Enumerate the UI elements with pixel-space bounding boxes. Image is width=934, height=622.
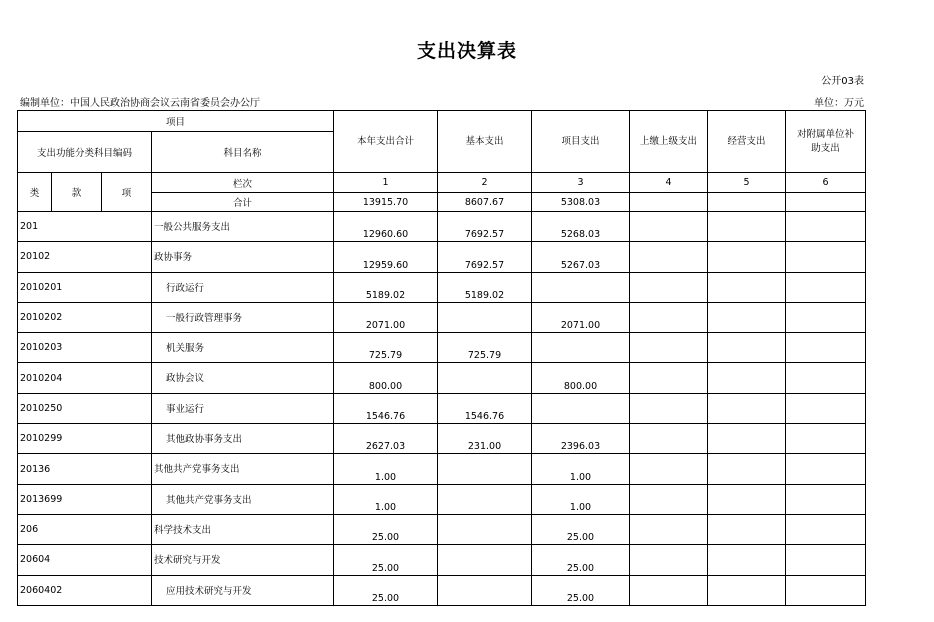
row-total: 1546.76 [334,393,438,423]
row-total: 12960.60 [334,212,438,242]
row-basic [438,514,532,544]
row-business [708,212,786,242]
table-row [18,272,866,302]
col-number: 6 [786,173,866,193]
table-row [18,363,866,393]
row-basic: 1546.76 [438,393,532,423]
row-remit [630,333,708,363]
col-number: 5 [708,173,786,193]
row-business [708,454,786,484]
row-subsidy [786,575,866,605]
row-subsidy [786,393,866,423]
row-remit [630,363,708,393]
row-subject-name: 其他共产党事务支出 [152,454,334,484]
total-sum: 13915.70 [334,193,438,212]
remit-sum [630,193,708,212]
table-row [18,545,866,575]
row-project: 1.00 [532,484,630,514]
row-project: 25.00 [532,514,630,544]
row-total: 2627.03 [334,424,438,454]
row-remit [630,484,708,514]
row-business [708,545,786,575]
header-col-no: 栏次 [152,173,334,193]
table-row [18,302,866,332]
row-code: 206 [18,514,152,544]
row-code: 2010299 [18,424,152,454]
row-basic: 5189.02 [438,272,532,302]
row-subject-name: 一般公共服务支出 [152,212,334,242]
row-remit [630,242,708,272]
row-subject-name: 政协事务 [152,242,334,272]
row-remit [630,272,708,302]
header-subject-name: 科目名称 [152,132,334,173]
row-subject-name: 行政运行 [152,272,334,302]
row-code: 2010202 [18,302,152,332]
row-project: 5267.03 [532,242,630,272]
row-total: 25.00 [334,575,438,605]
row-remit [630,212,708,242]
row-subject-name: 其他政协事务支出 [152,424,334,454]
row-code: 2010250 [18,393,152,423]
row-business [708,484,786,514]
row-total: 800.00 [334,363,438,393]
row-subsidy [786,212,866,242]
row-project [532,333,630,363]
business-sum [708,193,786,212]
row-basic [438,484,532,514]
row-total: 12959.60 [334,242,438,272]
row-code: 2010201 [18,272,152,302]
row-business [708,363,786,393]
header-project: 项目支出 [532,111,630,173]
row-code: 2013699 [18,484,152,514]
row-subsidy [786,333,866,363]
header-sum: 合计 [152,193,334,212]
table-row [18,393,866,423]
row-basic: 7692.57 [438,242,532,272]
table-row [18,575,866,605]
row-basic [438,302,532,332]
row-basic [438,454,532,484]
row-remit [630,424,708,454]
row-project: 5268.03 [532,212,630,242]
row-remit [630,454,708,484]
row-subject-name: 其他共产党事务支出 [152,484,334,514]
row-total: 5189.02 [334,272,438,302]
header-func-code: 支出功能分类科目编码 [18,132,152,173]
row-code: 201 [18,212,152,242]
col-number: 2 [438,173,532,193]
row-business [708,575,786,605]
table-row [18,514,866,544]
header-xiang: 项 [102,173,152,212]
row-project [532,393,630,423]
row-remit [630,393,708,423]
row-project: 25.00 [532,575,630,605]
row-total: 25.00 [334,545,438,575]
row-subject-name: 一般行政管理事务 [152,302,334,332]
table-row [18,333,866,363]
row-business [708,333,786,363]
row-subsidy [786,454,866,484]
row-basic: 7692.57 [438,212,532,242]
row-subsidy [786,272,866,302]
table-row [18,242,866,272]
row-code: 20102 [18,242,152,272]
row-subject-name: 技术研究与开发 [152,545,334,575]
row-code: 20136 [18,454,152,484]
row-subject-name: 政协会议 [152,363,334,393]
row-subject-name: 科学技术支出 [152,514,334,544]
row-project: 25.00 [532,545,630,575]
basic-sum: 8607.67 [438,193,532,212]
row-remit [630,514,708,544]
row-business [708,272,786,302]
row-code: 2060402 [18,575,152,605]
row-total: 725.79 [334,333,438,363]
col-number: 3 [532,173,630,193]
row-project: 800.00 [532,363,630,393]
subsidy-sum [786,193,866,212]
row-total: 25.00 [334,514,438,544]
row-project: 2071.00 [532,302,630,332]
row-subject-name: 事业运行 [152,393,334,423]
form-number: 公开03表 [821,76,864,87]
header-total: 本年支出合计 [334,111,438,173]
row-subject-name: 机关服务 [152,333,334,363]
row-remit [630,575,708,605]
row-subsidy [786,424,866,454]
row-basic [438,575,532,605]
report-title: 支出决算表 [416,40,517,62]
row-basic: 231.00 [438,424,532,454]
col-number: 1 [334,173,438,193]
row-total: 2071.00 [334,302,438,332]
row-remit [630,545,708,575]
row-basic [438,363,532,393]
row-subsidy [786,242,866,272]
header-lei: 类 [18,173,52,212]
row-total: 1.00 [334,484,438,514]
row-business [708,242,786,272]
row-subsidy [786,302,866,332]
header-basic: 基本支出 [438,111,532,173]
row-business [708,514,786,544]
row-subsidy [786,363,866,393]
row-subject-name: 应用技术研究与开发 [152,575,334,605]
table-row [18,484,866,514]
row-code: 2010203 [18,333,152,363]
header-business: 经营支出 [708,111,786,173]
row-code: 20604 [18,545,152,575]
row-business [708,393,786,423]
header-kuan: 款 [52,173,102,212]
row-remit [630,302,708,332]
row-basic: 725.79 [438,333,532,363]
row-subsidy [786,514,866,544]
row-project: 2396.03 [532,424,630,454]
table-row [18,424,866,454]
row-basic [438,545,532,575]
row-business [708,302,786,332]
row-subsidy [786,545,866,575]
table-row [18,454,866,484]
row-code: 2010204 [18,363,152,393]
row-project: 1.00 [532,454,630,484]
expenditure-table [17,110,866,606]
currency-unit: 单位：万元 [814,98,864,109]
row-project [532,272,630,302]
compiling-organization: 编制单位：中国人民政治协商会议云南省委员会办公厅 [20,98,260,109]
project-sum: 5308.03 [532,193,630,212]
row-total: 1.00 [334,454,438,484]
table-row [18,212,866,242]
header-item: 项目 [18,111,334,132]
header-remit: 上缴上级支出 [630,111,708,173]
col-number: 4 [630,173,708,193]
row-business [708,424,786,454]
header-subsidy: 对附属单位补助支出 [786,111,866,173]
row-subsidy [786,484,866,514]
